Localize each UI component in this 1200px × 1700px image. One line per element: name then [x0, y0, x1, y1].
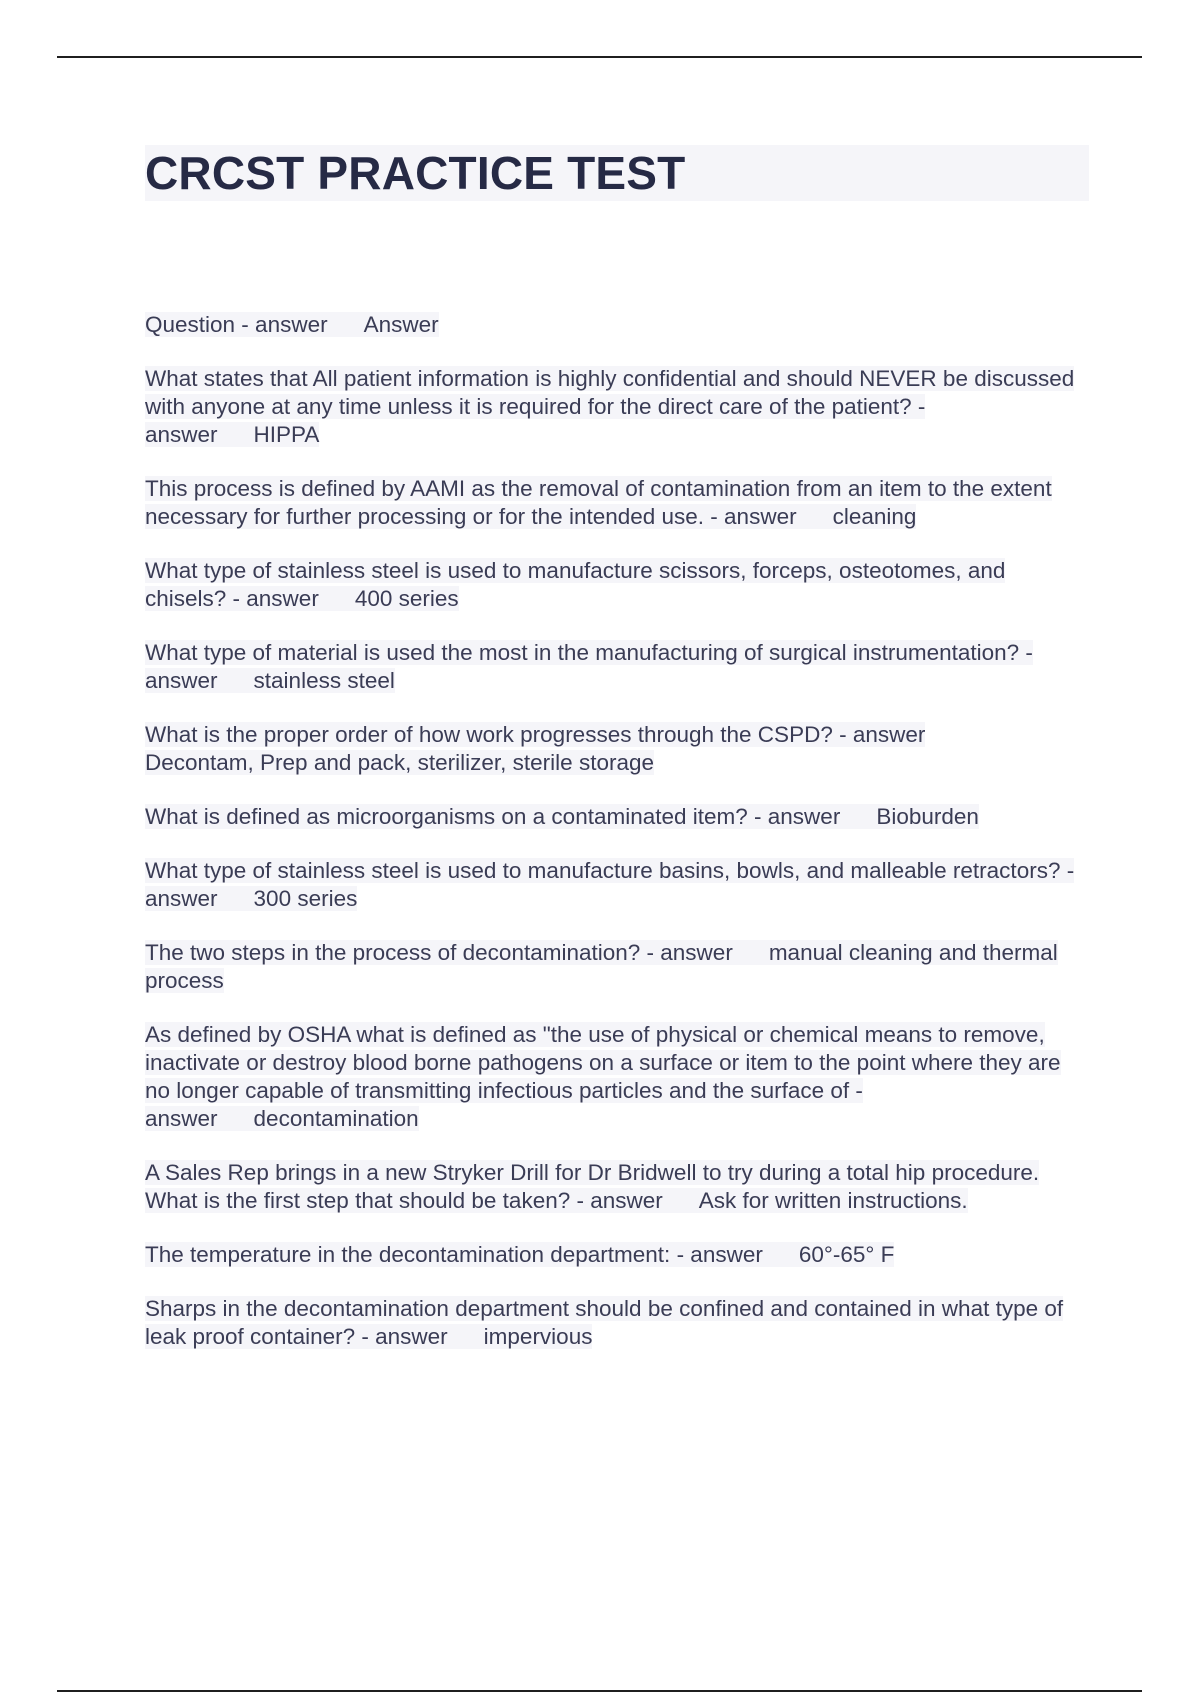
answer-text: Ask for written instructions. — [698, 1188, 968, 1213]
answer-text: Decontam, Prep and pack, sterilizer, sterile storage — [145, 750, 654, 775]
qa-item — [145, 475, 1089, 531]
bottom-rule — [57, 1690, 1142, 1692]
question-text: What type of stainless steel is used to manufacture scissors, forceps, osteotomes, and chisels? - answer — [145, 558, 1006, 611]
question-text: This process is defined by AAMI as the removal of contamination from an item to the extent necessary for further processing or for the intended use. - answer — [145, 476, 1052, 529]
qa-list — [145, 311, 1089, 1351]
qa-item — [145, 1159, 1089, 1215]
qa-item — [145, 1021, 1089, 1133]
answer-text: manual cleaning and thermal process — [145, 940, 1058, 993]
answer-text: stainless steel — [253, 668, 395, 693]
answer-text: Answer — [363, 312, 439, 337]
qa-item — [145, 1295, 1089, 1351]
title-block — [145, 145, 1089, 201]
answer-text: 300 series — [253, 886, 358, 911]
top-rule — [57, 56, 1142, 58]
document-body — [145, 145, 1089, 1377]
qa-item — [145, 1241, 1089, 1269]
question-text: The temperature in the decontamination department: - answer — [145, 1242, 763, 1267]
question-text: What is defined as microorganisms on a contaminated item? - answer — [145, 804, 841, 829]
answer-text: Bioburden — [876, 804, 979, 829]
question-text: Sharps in the decontamination department should be confined and contained in what type of leak proof container? - answer — [145, 1296, 1064, 1349]
qa-item — [145, 639, 1089, 695]
question-text: The two steps in the process of decontamination? - answer — [145, 940, 733, 965]
qa-item — [145, 721, 1089, 777]
qa-item — [145, 939, 1089, 995]
question-text: Question - answer — [145, 312, 328, 337]
answer-text: HIPPA — [253, 422, 320, 447]
question-text: What type of stainless steel is used to manufacture basins, bowls, and malleable retractors? - answer — [145, 858, 1075, 911]
question-text: What type of material is used the most in the manufacturing of surgical instrumentation? - answer — [145, 640, 1033, 693]
answer-text: impervious — [483, 1324, 593, 1349]
qa-item — [145, 557, 1089, 613]
answer-text: 60°-65° F — [798, 1242, 895, 1267]
question-text: As defined by OSHA what is defined as "the use of physical or chemical means to remove, inactivate or destroy blood borne pathogens on a surface or item to the point where they are no longer capable of transmitting infectious particles and the surface of - answer — [145, 1022, 1061, 1131]
qa-item — [145, 311, 1089, 339]
qa-item — [145, 857, 1089, 913]
page-title: CRCST PRACTICE TEST — [145, 147, 686, 199]
answer-text: 400 series — [354, 586, 459, 611]
question-text: A Sales Rep brings in a new Stryker Drill for Dr Bridwell to try during a total hip procedure. What is the first step that should be taken? - answer — [145, 1160, 1040, 1213]
qa-item — [145, 803, 1089, 831]
question-text: What states that All patient information is highly confidential and should NEVER be discussed with anyone at any time unless it is required for the direct care of the patient? - answer — [145, 366, 1075, 447]
answer-text: cleaning — [832, 504, 917, 529]
answer-text: decontamination — [253, 1106, 419, 1131]
question-text: What is the proper order of how work progresses through the CSPD? - answer — [145, 722, 926, 747]
qa-item — [145, 365, 1089, 449]
